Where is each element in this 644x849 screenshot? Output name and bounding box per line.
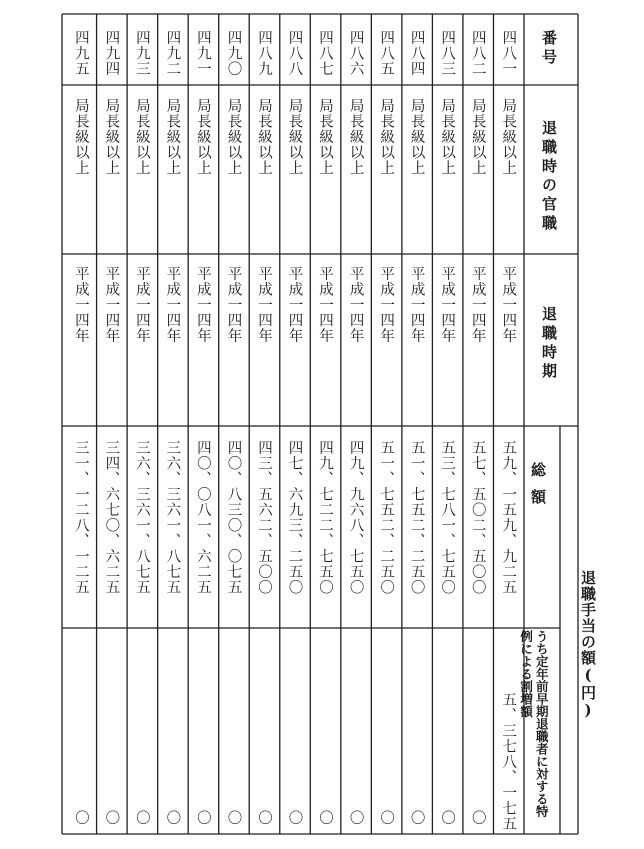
row-total: 四七、六九三、二五〇 — [286, 440, 303, 595]
row-period: 平成一四年 — [500, 266, 517, 344]
row-special: 〇 — [194, 810, 211, 826]
row-number: 四八六 — [347, 30, 364, 77]
row-special: 〇 — [408, 810, 425, 826]
row-total: 三六、三六一、八七五 — [133, 440, 150, 595]
row-total: 三六、三六一、八七五 — [164, 440, 181, 595]
row-total: 五一、七五二、二五〇 — [378, 440, 395, 595]
row-position: 局長級以上 — [378, 98, 395, 176]
row-position: 局長級以上 — [103, 98, 120, 176]
row-special: 〇 — [317, 810, 334, 826]
row-position: 局長級以上 — [439, 98, 456, 176]
row-position: 局長級以上 — [194, 98, 211, 176]
header-number: 番号 — [540, 30, 558, 68]
row-special: 〇 — [347, 810, 364, 826]
row-period: 平成一四年 — [286, 266, 303, 344]
row-special: 〇 — [439, 810, 456, 826]
header-position: 退職時の官職 — [540, 120, 558, 234]
row-number: 四八七 — [317, 30, 334, 77]
row-position: 局長級以上 — [255, 98, 272, 176]
row-total: 五一、七五二、二五〇 — [408, 440, 425, 595]
row-special: 〇 — [72, 810, 89, 826]
row-number: 四八九 — [255, 30, 272, 77]
row-period: 平成一四年 — [408, 266, 425, 344]
row-period: 平成一四年 — [378, 266, 395, 344]
row-period: 平成一四年 — [164, 266, 181, 344]
row-period: 平成一四年 — [103, 266, 120, 344]
row-number: 四九〇 — [225, 30, 242, 77]
row-number: 四八四 — [408, 30, 425, 77]
header-total: 総額 — [529, 462, 547, 516]
row-special: 〇 — [103, 810, 120, 826]
row-number: 四八一 — [500, 30, 517, 77]
row-position: 局長級以上 — [133, 98, 150, 176]
row-number: 四九二 — [164, 30, 181, 77]
header-allowance-title: 退職手当の額(円) — [579, 570, 597, 720]
row-position: 局長級以上 — [225, 98, 242, 176]
row-position: 局長級以上 — [469, 98, 486, 176]
row-special: 五、三七八、一七五 — [500, 692, 517, 832]
row-total: 五七、五〇二、五〇〇 — [469, 440, 486, 595]
row-number: 四八三 — [439, 30, 456, 77]
row-number: 四九五 — [72, 30, 89, 77]
row-period: 平成一四年 — [225, 266, 242, 344]
row-number: 四九一 — [194, 30, 211, 77]
row-period: 平成一四年 — [133, 266, 150, 344]
row-position: 局長級以上 — [317, 98, 334, 176]
row-position: 局長級以上 — [286, 98, 303, 176]
row-period: 平成一四年 — [194, 266, 211, 344]
row-number: 四九四 — [103, 30, 120, 77]
row-total: 四〇、八三〇、〇七五 — [225, 440, 242, 595]
row-period: 平成一四年 — [347, 266, 364, 344]
row-period: 平成一四年 — [439, 266, 456, 344]
header-special-addition: うち定年前早期退職者に対する特例による割増額 — [518, 630, 550, 818]
row-period: 平成一四年 — [255, 266, 272, 344]
row-total: 四九、九六八、七五〇 — [347, 440, 364, 595]
row-total: 五九、一五九、九二五 — [500, 440, 517, 595]
row-total: 四〇、〇八一、六二五 — [194, 440, 211, 595]
row-period: 平成一四年 — [317, 266, 334, 344]
row-total: 四三、五六二、五〇〇 — [255, 440, 272, 595]
row-number: 四八二 — [469, 30, 486, 77]
row-special: 〇 — [133, 810, 150, 826]
row-special: 〇 — [469, 810, 486, 826]
row-period: 平成一四年 — [469, 266, 486, 344]
row-number: 四九三 — [133, 30, 150, 77]
row-total: 三一、一二八、一二五 — [72, 440, 89, 595]
row-position: 局長級以上 — [500, 98, 517, 176]
row-total: 五三、七八一、七五〇 — [439, 440, 456, 595]
row-special: 〇 — [378, 810, 395, 826]
row-number: 四八五 — [378, 30, 395, 77]
row-special: 〇 — [225, 810, 242, 826]
row-special: 〇 — [255, 810, 272, 826]
row-position: 局長級以上 — [164, 98, 181, 176]
row-total: 三四、六七〇、六二五 — [103, 440, 120, 595]
row-special: 〇 — [286, 810, 303, 826]
header-period: 退職時期 — [540, 306, 558, 382]
row-position: 局長級以上 — [347, 98, 364, 176]
row-total: 四九、七二二、七五〇 — [317, 440, 334, 595]
row-number: 四八八 — [286, 30, 303, 77]
row-special: 〇 — [164, 810, 181, 826]
row-position: 局長級以上 — [72, 98, 89, 176]
row-position: 局長級以上 — [408, 98, 425, 176]
row-period: 平成一四年 — [72, 266, 89, 344]
